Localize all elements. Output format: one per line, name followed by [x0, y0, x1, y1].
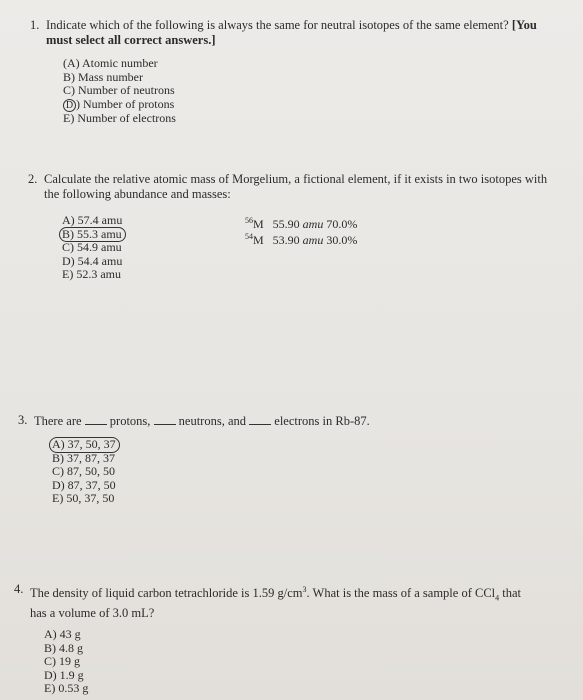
- isotope-2-unit: amu: [302, 233, 324, 247]
- isotope-row-2: [245, 230, 357, 247]
- question-3-text-part3: neutrons, and: [178, 414, 247, 428]
- question-1: [30, 18, 570, 50]
- isotope-1-abundance: 70.0%: [326, 217, 358, 231]
- question-1-text: Indicate which of the following is always the same for neutral isotopes of the same element?: [46, 18, 509, 32]
- question-2-text-line2: the following abundance and masses:: [44, 187, 231, 201]
- isotope-2-mass: 53.90: [272, 233, 300, 247]
- option-2d[interactable]: D) 54.4 amu: [62, 253, 123, 268]
- question-3-options: [52, 438, 116, 506]
- isotope-1-mass: 55.90: [272, 217, 300, 231]
- question-3-text-part4: electrons in Rb-87.: [274, 414, 370, 428]
- option-4d[interactable]: D) 1.9 g: [44, 667, 84, 682]
- question-1-instruction: must select all correct answers.]: [46, 33, 216, 47]
- option-3e[interactable]: E) 50, 37, 50: [52, 491, 115, 505]
- question-1-instruction-start: [You: [511, 18, 537, 32]
- isotope-2-mass-number: 54: [245, 232, 253, 241]
- blank-electrons[interactable]: [249, 413, 271, 425]
- option-1d[interactable]: [63, 98, 176, 112]
- question-4-text-part2: . What is the mass of a sample of CCl: [306, 586, 496, 601]
- option-4b[interactable]: B) 4.8 g: [44, 640, 83, 655]
- question-1-number: 1.: [30, 18, 40, 32]
- option-1a[interactable]: (A) Atomic number: [63, 56, 158, 70]
- question-1-options: [63, 57, 176, 125]
- blank-protons[interactable]: [85, 413, 107, 425]
- option-2e[interactable]: E) 52.3 amu: [62, 267, 121, 281]
- question-2-number: 2.: [28, 172, 38, 186]
- option-4a[interactable]: A) 43 g: [44, 627, 81, 641]
- isotope-1-unit: amu: [302, 217, 324, 231]
- question-3-text-part1: There are: [34, 414, 82, 428]
- option-2b[interactable]: [62, 228, 122, 242]
- option-1c[interactable]: C) Number of neutrons: [63, 83, 175, 97]
- isotope-row-1: [245, 214, 357, 231]
- question-4-text-line2: has a volume of 3.0 mL?: [30, 605, 155, 620]
- blank-neutrons[interactable]: [154, 413, 176, 425]
- option-1d-circled-letter: D: [63, 99, 76, 112]
- isotope-2-symbol: M: [253, 233, 264, 247]
- option-2b-circled: B) 55.3 amu: [62, 226, 122, 241]
- question-4-subscript: 4: [495, 593, 500, 603]
- option-3b[interactable]: B) 37, 87, 37: [52, 450, 115, 465]
- question-3-number: 3.: [18, 413, 28, 427]
- isotope-2-abundance: 30.0%: [326, 233, 358, 247]
- option-1b[interactable]: B) Mass number: [63, 69, 143, 84]
- question-4-text-part1: The density of liquid carbon tetrachloride is 1.59 g/cm: [30, 586, 303, 601]
- question-4-exponent: 3: [302, 585, 307, 594]
- question-4: [14, 582, 576, 620]
- isotope-1-mass-number: 56: [245, 216, 253, 225]
- question-2-text-line1: Calculate the relative atomic mass of Morgelium, a fictional element, if it exists in two isotopes with: [44, 172, 548, 186]
- question-4-number: 4.: [14, 582, 24, 596]
- question-3-text-part2: protons,: [109, 414, 151, 428]
- option-2a[interactable]: A) 57.4 amu: [62, 213, 123, 227]
- question-4-options: [44, 628, 88, 696]
- question-4-text-part3: that: [499, 586, 522, 601]
- isotope-1-symbol: M: [253, 217, 264, 231]
- option-3d[interactable]: D) 87, 37, 50: [52, 477, 116, 492]
- option-4c[interactable]: C) 19 g: [44, 654, 80, 668]
- option-3c[interactable]: C) 87, 50, 50: [52, 464, 115, 478]
- option-2c[interactable]: C) 54.9 amu: [62, 240, 122, 254]
- question-3: [18, 413, 573, 429]
- option-1e[interactable]: E) Number of electrons: [63, 110, 176, 125]
- option-4e[interactable]: E) 0.53 g: [44, 681, 89, 695]
- option-3a[interactable]: [52, 438, 116, 452]
- option-3a-circled: A) 37, 50, 37: [52, 437, 116, 451]
- question-2-options: [62, 214, 122, 282]
- question-2: [28, 172, 573, 204]
- option-1d-label: ) Number of protons: [76, 96, 175, 111]
